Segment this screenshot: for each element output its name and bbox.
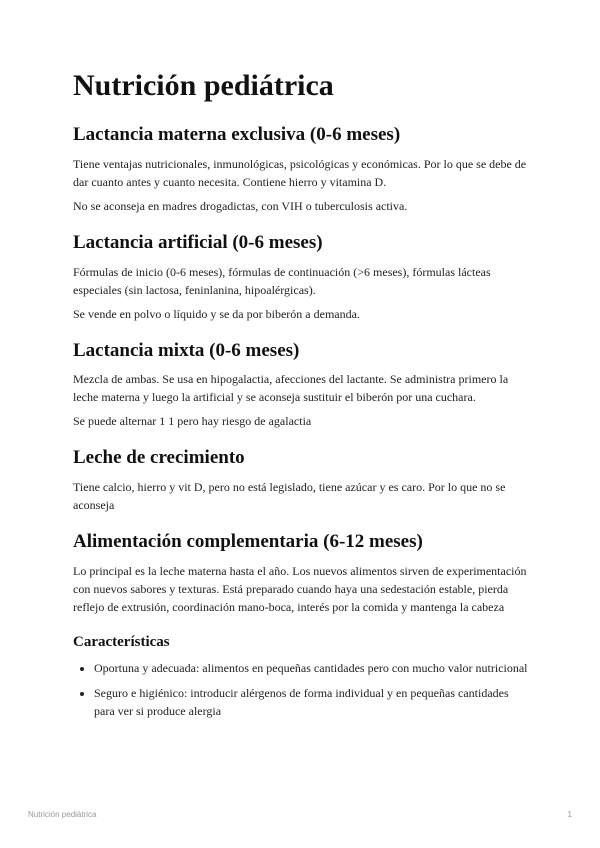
section-lactancia-mixta <box>73 340 528 431</box>
section-heading: Lactancia materna exclusiva (0-6 meses) <box>73 124 401 145</box>
paragraph: Mezcla de ambas. Se usa en hipogalactia, afecciones del lactante. Se administra primero la leche materna y luego la artificial y se aconseja sustituir el biberón por una cuchara. <box>73 372 509 405</box>
section-alimentacion-complementaria <box>73 531 528 616</box>
section-lactancia-artificial <box>73 232 528 323</box>
paragraph: Tiene ventajas nutricionales, inmunológicas, psicológicas y económicas. Por lo que se debe de dar cuanto antes y cuanto necesita. Contiene hierro y vitamina D. <box>73 156 527 189</box>
section-lactancia-materna <box>73 124 528 215</box>
subsection-caracteristicas <box>73 633 528 720</box>
page-title: Nutrición pediátrica <box>73 69 334 102</box>
paragraph: No se aconseja en madres drogadictas, con VIH o tuberculosis activa. <box>73 198 408 213</box>
section-heading: Alimentación complementaria (6-12 meses) <box>73 531 423 553</box>
section-heading: Lactancia artificial (0-6 meses) <box>73 231 323 253</box>
document-page <box>73 68 528 727</box>
footer-title: Nutrición pediátrica <box>28 810 97 819</box>
subsection-heading: Características <box>73 633 170 650</box>
paragraph: Tiene calcio, hierro y vit D, pero no está legislado, tiene azúcar y es caro. Por lo que no se aconseja <box>73 480 506 513</box>
list-item: • Oportuna y adecuada: alimentos en pequeñas cantidades pero con mucho valor nutricional <box>94 659 528 677</box>
paragraph: Lo principal es la leche materna hasta el año. Los nuevos alimentos sirven de experimentación con nuevos sabores y texturas. Está preparado cuando haya una sedestación estable, pierda reflejo de extrusión, coordinación mano-boca, interés por la comida y mantenga la cabeza <box>73 563 527 614</box>
page-number: 1 <box>567 810 572 819</box>
section-leche-crecimiento <box>73 447 528 514</box>
list-item: • Seguro e higiénico: introducir alérgenos de forma individual y en pequeñas cantidades para ver si produce alergia <box>94 684 528 720</box>
section-heading: Leche de crecimiento <box>73 447 245 469</box>
paragraph: Se puede alternar 1 1 pero hay riesgo de agalactia <box>73 414 312 429</box>
paragraph: Fórmulas de inicio (0-6 meses), fórmulas de continuación (>6 meses), fórmulas lácteas especiales (sin lactosa, feninlanina, hipoalérgicas). <box>73 264 491 297</box>
bullet-list <box>73 659 528 720</box>
paragraph: Se vende en polvo o líquido y se da por biberón a demanda. <box>73 306 360 321</box>
section-heading: Lactancia mixta (0-6 meses) <box>73 339 300 361</box>
